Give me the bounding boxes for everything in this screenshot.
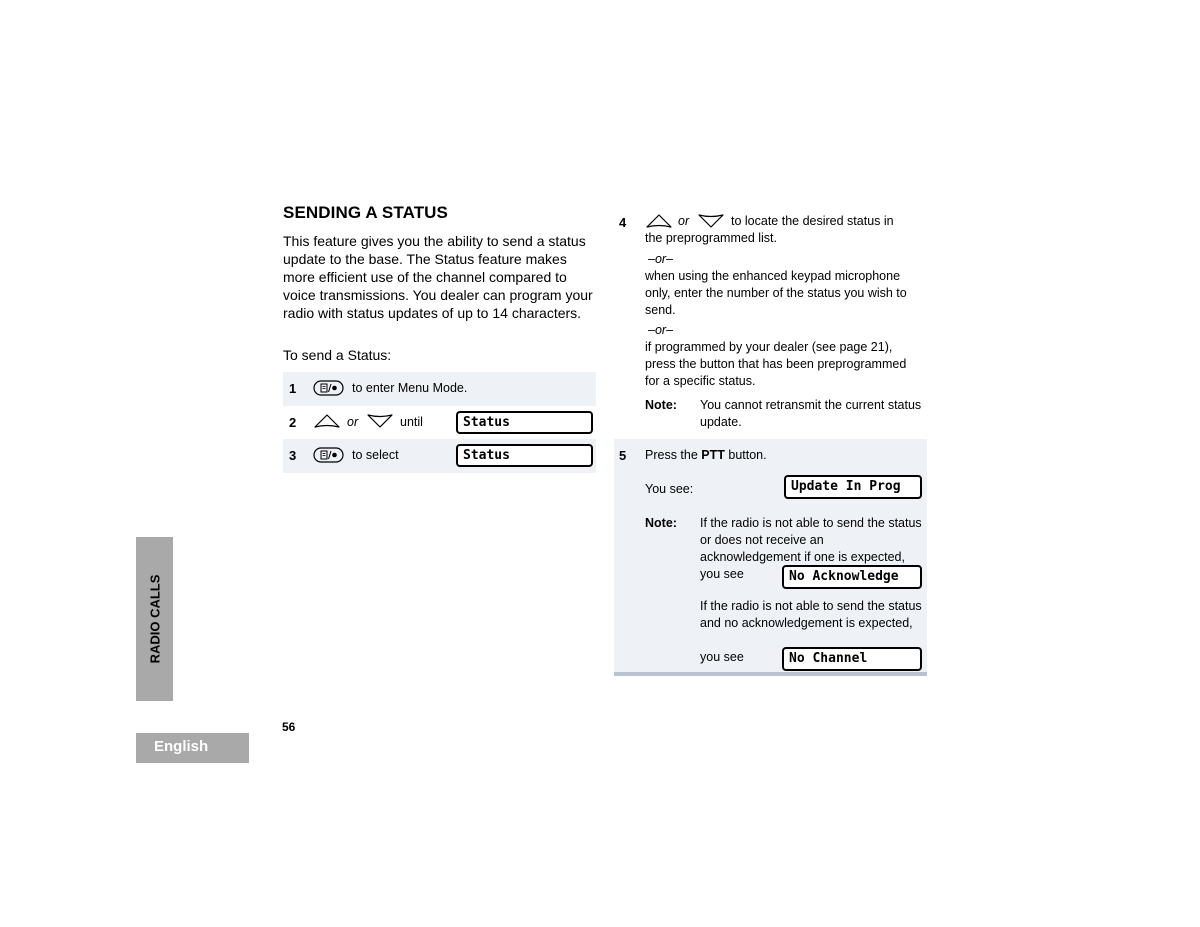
or-separator: –or– xyxy=(648,252,674,266)
status-display: Status xyxy=(456,411,593,434)
you-see-label: You see: xyxy=(645,482,694,496)
note-label: Note: xyxy=(645,398,677,412)
side-tab-label: RADIO CALLS xyxy=(147,574,162,664)
status-display: Status xyxy=(456,444,593,467)
step-4-number: 4 xyxy=(619,215,627,230)
step-4-text-b: the preprogrammed list. xyxy=(645,231,778,245)
side-tab-radio-calls xyxy=(136,537,173,701)
you-see-label: you see xyxy=(700,567,744,581)
menu-select-key-icon xyxy=(313,447,344,463)
step-5-note-2-text: If the radio is not able to send the status and no acknowledgement is expected, xyxy=(700,599,922,630)
language-tab-label: English xyxy=(154,738,209,755)
ptt-button-label: PTT xyxy=(701,448,725,462)
section-title: SENDING A STATUS xyxy=(283,203,448,222)
step-4-or: or xyxy=(678,214,690,228)
language-tab xyxy=(136,733,249,763)
step-2-or: or xyxy=(347,415,359,429)
down-arrow-key-icon xyxy=(366,413,394,429)
to-send-label: To send a Status: xyxy=(283,347,392,363)
step-5-note-1-text: If the radio is not able to send the status or does not receive an acknowledgement if one is expected, xyxy=(700,516,922,564)
no-acknowledge-display: No Acknowledge xyxy=(782,565,922,589)
update-in-prog-display: Update In Prog xyxy=(784,475,922,499)
you-see-label: you see xyxy=(700,650,744,664)
step-4-text-d: if programmed by your dealer (see page 21), press the button that has been preprogrammed for a specific status. xyxy=(645,340,907,388)
step-3-number: 3 xyxy=(289,448,297,463)
no-channel-display: No Channel xyxy=(782,647,922,671)
up-arrow-key-icon xyxy=(645,213,673,229)
step-2-number: 2 xyxy=(289,415,297,430)
step-5-number: 5 xyxy=(619,448,627,463)
step-2-until: until xyxy=(400,415,423,429)
step-4-text-c: when using the enhanced keypad microphone only, enter the number of the status you wish to send. xyxy=(645,269,907,317)
step-1-text: to enter Menu Mode. xyxy=(352,381,468,395)
note-label: Note: xyxy=(645,516,677,530)
or-separator: –or– xyxy=(648,323,674,337)
step-4-text-a: to locate the desired status in xyxy=(731,214,894,228)
page-number: 56 xyxy=(282,720,296,734)
menu-select-key-icon xyxy=(313,380,344,396)
step-3-text: to select xyxy=(352,448,399,462)
intro-paragraph: This feature gives you the ability to send a status update to the base. The Status feature makes more efficient use of the channel compared to voice transmissions. You dealer can program your radio with status updates of up to 14 characters. xyxy=(283,233,593,321)
step-5-instruction: Press the PTT button. xyxy=(645,448,767,462)
down-arrow-key-icon xyxy=(697,213,725,229)
up-arrow-key-icon xyxy=(313,413,341,429)
step-4-note-text: You cannot retransmit the current status update. xyxy=(700,398,922,429)
step-1-number: 1 xyxy=(289,381,297,396)
